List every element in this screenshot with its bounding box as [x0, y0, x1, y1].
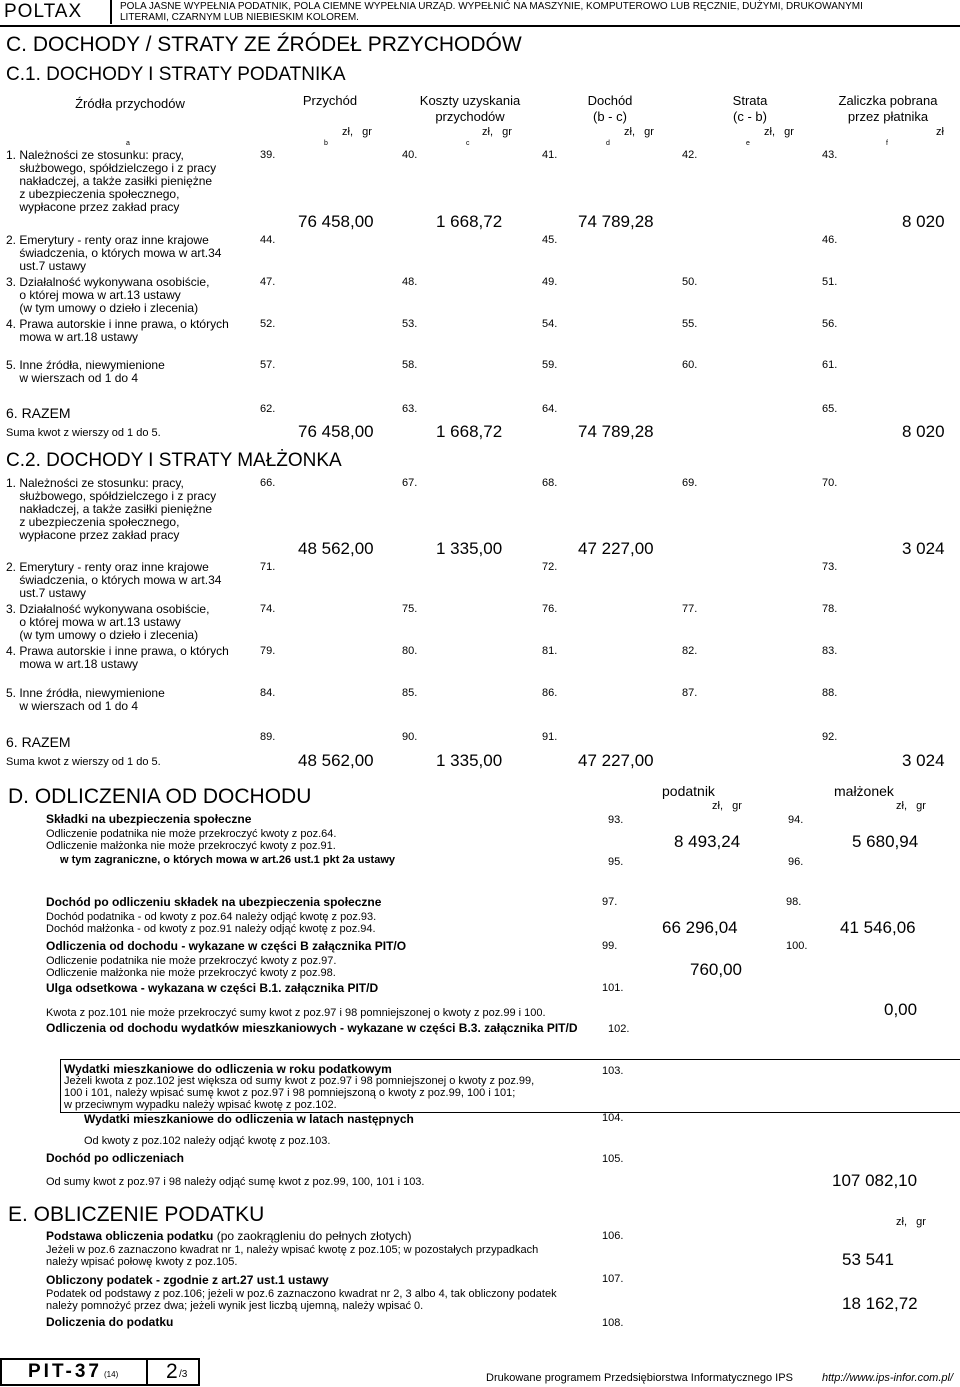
footer-url[interactable]: http://www.ips-infor.com.pl/	[822, 1372, 954, 1384]
col-a-header: Źródła przychodów	[75, 96, 185, 111]
skladki-line2: Odliczenie małżonka nie może przekroczyć kwoty z poz.91.	[46, 840, 336, 852]
skladki-line1: Odliczenie podatnika nie może przekroczyć kwoty z poz.64.	[46, 828, 337, 840]
ulga-title: Ulga odsetkowa - wykazana w części B.1. załącznika PIT/D	[46, 981, 379, 995]
wydatki-line3: w przeciwnym wypadku należy wpisać kwotę z poz.102.	[64, 1099, 337, 1111]
field-39: 39.	[260, 149, 276, 161]
wydatki2-line1: Od kwoty z poz.102 należy odjąć kwotę z poz.103.	[84, 1135, 331, 1147]
field-60: 60.	[682, 359, 698, 371]
field-73: 73.	[822, 561, 838, 573]
dochod-skladki-line2: Dochód małżonka - od kwoty z poz.91 należy odjąć kwotę z poz.94.	[46, 923, 376, 935]
dochod-skladki-line1: Dochód podatnika - od kwoty z poz.64 należy odjąć kwotę z poz.93.	[46, 911, 377, 923]
value-98[interactable]: 41 546,06	[840, 918, 916, 937]
field-51: 51.	[822, 276, 838, 288]
field-47: 47.	[260, 276, 276, 288]
col-f-header: Zaliczka pobrana przez płatnika	[838, 93, 938, 124]
field-80: 80.	[402, 645, 418, 657]
field-68: 68.	[542, 477, 558, 489]
col-malzonek: małżonek	[834, 783, 894, 799]
c1-row3-label: 3. Działalność wykonywana osobiście, o której mowa w art.13 ustawy (w tym umowy o dzieło i zlecenia)	[6, 275, 210, 315]
field-71: 71.	[260, 561, 276, 573]
field-104: 104.	[602, 1112, 624, 1124]
c1-r1-income[interactable]: 76 458,00	[298, 212, 374, 231]
section-c2-title: C.2. DOCHODY I STRATY MAŁŻONKA	[6, 450, 342, 471]
unit-e: zł, gr	[764, 126, 794, 138]
letter-e: e	[746, 140, 750, 147]
c1-row5-label: 5. Inne źródła, niewymienione w wierszach od 1 do 4	[6, 358, 165, 385]
field-53: 53.	[402, 318, 418, 330]
field-81: 81.	[542, 645, 558, 657]
c2-r1-advance[interactable]: 3 024	[902, 539, 945, 558]
odliczenia-line2: Odliczenie małżonka nie może przekroczyć kwoty z poz.98.	[46, 967, 336, 979]
field-69: 69.	[682, 477, 698, 489]
page-number: 2	[166, 1360, 178, 1383]
value-93[interactable]: 8 493,24	[674, 832, 741, 851]
field-67: 67.	[402, 477, 418, 489]
section-d-title: D. ODLICZENIA OD DOCHODU	[8, 785, 312, 808]
field-90: 90.	[402, 731, 418, 743]
field-102: 102.	[608, 1023, 630, 1035]
section-c1-title: C.1. DOCHODY I STRATY PODATNIKA	[6, 64, 346, 85]
field-84: 84.	[260, 687, 276, 699]
dochod-skladki-title: Dochód po odliczeniu składek na ubezpieczenia społeczne	[46, 895, 382, 909]
unit-b: zł, gr	[342, 126, 372, 138]
field-46: 46.	[822, 234, 838, 246]
poltax-logo: POLTAX	[0, 0, 112, 24]
c1-row6-label: 6. RAZEM	[6, 405, 71, 421]
printed-by: Drukowane programem Przedsiębiorstwa Informatycznego IPS	[486, 1372, 793, 1384]
field-87: 87.	[682, 687, 698, 699]
c2-row5-label: 5. Inne źródła, niewymienione w wierszach od 1 do 4	[6, 686, 165, 713]
field-89: 89.	[260, 731, 276, 743]
field-57: 57.	[260, 359, 276, 371]
c1-row6-sub: Suma kwot z wierszy od 1 do 5.	[6, 427, 161, 439]
c2-r1-costs[interactable]: 1 335,00	[436, 539, 503, 558]
fill-notice: POLA JASNE WYPEŁNIA PODATNIK, POLA CIEMNE WYPEŁNIA URZĄD. WYPEŁNIĆ NA MASZYNIE, KOMPUTEROWO LUB RĘCZNIE, DUŻYMI, DRUKOWANYMI LITERAMI, CZARNYM LUB NIEBIESKIM KOLOREM.	[120, 1, 863, 23]
letter-d: d	[606, 140, 610, 147]
unit-e-section: zł, gr	[896, 1216, 926, 1228]
wydatki2-title: Wydatki mieszkaniowe do odliczenia w latach następnych	[84, 1112, 414, 1126]
odliczenia-line1: Odliczenie podatnika nie może przekroczyć kwoty z poz.97.	[46, 955, 337, 967]
c2-r1-profit[interactable]: 47 227,00	[578, 539, 654, 558]
col-d-header: Dochód (b - c)	[587, 93, 633, 124]
field-63: 63.	[402, 403, 418, 415]
field-85: 85.	[402, 687, 418, 699]
field-52: 52.	[260, 318, 276, 330]
field-76: 76.	[542, 603, 558, 615]
section-c-title: C. DOCHODY / STRATY ZE ŹRÓDEŁ PRZYCHODÓW	[6, 33, 522, 56]
field-62: 62.	[260, 403, 276, 415]
form-edition: (14)	[104, 1370, 119, 1379]
value-94[interactable]: 5 680,94	[852, 832, 919, 851]
c2-total-advance[interactable]: 3 024	[902, 751, 945, 770]
field-42: 42.	[682, 149, 698, 161]
section-e-title: E. OBLICZENIE PODATKU	[8, 1203, 265, 1226]
letter-c: c	[466, 140, 470, 147]
c1-r1-advance[interactable]: 8 020	[902, 212, 945, 231]
c1-row1-label: 1. Należności ze stosunku: pracy, służbowego, spółdzielczego i z pracy nakładczej, a także zasiłki pieniężne z ubezpieczenia społecznego, wypłacone przez zakład pracy	[6, 148, 217, 214]
field-78: 78.	[822, 603, 838, 615]
value-106[interactable]: 53 541	[842, 1250, 894, 1269]
c2-row4-label: 4. Prawa autorskie i inne prawa, o których mowa w art.18 ustawy	[6, 644, 229, 671]
ulga-line1: Kwota z poz.101 nie może przekroczyć sumy kwot z poz.97 i 98 pomniejszonej o kwoty z poz.99 i 100.	[46, 1007, 546, 1019]
letter-a: a	[126, 140, 130, 147]
form-id-divider	[146, 1358, 148, 1386]
podstawa-line2: należy wpisać połowę kwoty z poz.105.	[46, 1256, 238, 1268]
value-107[interactable]: 18 162,72	[842, 1294, 918, 1313]
field-103: 103.	[602, 1065, 624, 1077]
letter-b: b	[324, 140, 328, 147]
field-100: 100.	[786, 940, 808, 952]
unit-f: zł	[936, 126, 944, 138]
field-74: 74.	[260, 603, 276, 615]
field-70: 70.	[822, 477, 838, 489]
field-55: 55.	[682, 318, 698, 330]
value-99[interactable]: 760,00	[690, 960, 742, 979]
obliczony-line2: należy pomnożyć przez dwa; jeżeli wynik jest liczbą ujemną, należy wpisać 0.	[46, 1300, 424, 1312]
letter-f: f	[886, 140, 888, 147]
c1-r1-profit[interactable]: 74 789,28	[578, 212, 654, 231]
field-40: 40.	[402, 149, 418, 161]
wydatki-line2: 100 i 101, należy wpisać sumę kwot z poz.97 i 98 pomniejszoną o kwoty z poz.99, 100 i 101;	[64, 1087, 516, 1099]
c2-r1-income[interactable]: 48 562,00	[298, 539, 374, 558]
field-48: 48.	[402, 276, 418, 288]
col-c-header: Koszty uzyskania przychodów	[419, 93, 521, 124]
odliczenia-title: Odliczenia od dochodu - wykazane w części B załącznika PIT/O	[46, 939, 407, 953]
field-101: 101.	[602, 982, 624, 994]
col-e-header: Strata (c - b)	[732, 93, 768, 124]
field-75: 75.	[402, 603, 418, 615]
field-83: 83.	[822, 645, 838, 657]
field-44: 44.	[260, 234, 276, 246]
doliczenia-title: Doliczenia do podatku	[46, 1315, 174, 1329]
col-b-header: Przychód	[302, 93, 358, 108]
unit-podatnik: zł, gr	[712, 800, 742, 812]
podstawa-note: (po zaokrągleniu do pełnych złotych)	[216, 1229, 412, 1243]
unit-d: zł, gr	[624, 126, 654, 138]
field-93: 93.	[608, 814, 624, 826]
field-95: 95.	[608, 856, 624, 868]
dochod-po-line1: Od sumy kwot z poz.97 i 98 należy odjąć sumę kwot z poz.99, 100, 101 i 103.	[46, 1176, 425, 1188]
c2-row1-label: 1. Należności ze stosunku: pracy, służbowego, spółdzielczego i z pracy nakładczej, a także zasiłki pieniężne z ubezpieczenia społecznego, wypłacone przez zakład pracy	[6, 476, 217, 542]
field-72: 72.	[542, 561, 558, 573]
wydatki-title: Wydatki mieszkaniowe do odliczenia w roku podatkowym	[64, 1062, 392, 1076]
field-56: 56.	[822, 318, 838, 330]
field-50: 50.	[682, 276, 698, 288]
field-92: 92.	[822, 731, 838, 743]
field-41: 41.	[542, 149, 558, 161]
field-88: 88.	[822, 687, 838, 699]
c1-total-costs[interactable]: 1 668,72	[436, 422, 503, 441]
obliczony-line1: Podatek od podstawy z poz.106; jeżeli w poz.6 zaznaczono kwadrat nr 2, 3 albo 4, tak obliczony podatek	[46, 1288, 557, 1300]
podstawa-title-row	[46, 1229, 412, 1243]
field-49: 49.	[542, 276, 558, 288]
zagraniczne-label: w tym zagraniczne, o których mowa w art.26 ust.1 pkt 2a ustawy	[60, 854, 395, 866]
value-105[interactable]: 107 082,10	[832, 1171, 918, 1190]
c2-row6-label: 6. RAZEM	[6, 734, 71, 750]
c1-row4-label: 4. Prawa autorskie i inne prawa, o których mowa w art.18 ustawy	[6, 317, 229, 344]
field-105: 105.	[602, 1153, 624, 1165]
field-96: 96.	[788, 856, 804, 868]
col-podatnik: podatnik	[662, 783, 715, 799]
c1-total-advance[interactable]: 8 020	[902, 422, 945, 441]
wydatki-line1: Jeżeli kwota z poz.102 jest większa od sumy kwot z poz.97 i 98 pomniejszonej o kwoty z poz.99,	[64, 1075, 535, 1087]
dochod-po-title: Dochód po odliczeniach	[46, 1151, 185, 1165]
podstawa-line1: Jeżeli w poz.6 zaznaczono kwadrat nr 1, należy wpisać kwotę z poz.105; w pozostałych przypadkach	[46, 1244, 539, 1256]
podstawa-title: Podstawa obliczenia podatku	[46, 1229, 214, 1243]
unit-malzonek: zł, gr	[896, 800, 926, 812]
c1-total-profit[interactable]: 74 789,28	[578, 422, 654, 441]
skladki-title: Składki na ubezpieczenia społeczne	[46, 812, 252, 826]
field-65: 65.	[822, 403, 838, 415]
field-79: 79.	[260, 645, 276, 657]
unit-c: zł, gr	[482, 126, 512, 138]
c2-row3-label: 3. Działalność wykonywana osobiście, o której mowa w art.13 ustawy (w tym umowy o dzieło i zlecenia)	[6, 602, 210, 642]
field-66: 66.	[260, 477, 276, 489]
field-94: 94.	[788, 814, 804, 826]
field-107: 107.	[602, 1273, 624, 1285]
c2-total-costs[interactable]: 1 335,00	[436, 751, 503, 770]
field-106: 106.	[602, 1230, 624, 1242]
field-61: 61.	[822, 359, 838, 371]
field-82: 82.	[682, 645, 698, 657]
c2-row2-label: 2. Emerytury - renty oraz inne krajowe świadczenia, o których mowa w art.34 ust.7 ustawy	[6, 560, 222, 600]
field-58: 58.	[402, 359, 418, 371]
field-91: 91.	[542, 731, 558, 743]
field-59: 59.	[542, 359, 558, 371]
c1-row2-label: 2. Emerytury - renty oraz inne krajowe świadczenia, o których mowa w art.34 ust.7 ustawy	[6, 233, 222, 273]
field-77: 77.	[682, 603, 698, 615]
c2-total-profit[interactable]: 47 227,00	[578, 751, 654, 770]
field-45: 45.	[542, 234, 558, 246]
page-count: /3	[179, 1369, 188, 1380]
field-98: 98.	[786, 896, 802, 908]
field-43: 43.	[822, 149, 838, 161]
c1-r1-costs[interactable]: 1 668,72	[436, 212, 503, 231]
c2-row6-sub: Suma kwot z wierszy od 1 do 5.	[6, 756, 161, 768]
odl-mieszk-title: Odliczenia od dochodu wydatków mieszkaniowych - wykazane w części B.3. załącznika PIT/D	[46, 1021, 578, 1035]
c1-total-income[interactable]: 76 458,00	[298, 422, 374, 441]
value-97[interactable]: 66 296,04	[662, 918, 738, 937]
c2-total-income[interactable]: 48 562,00	[298, 751, 374, 770]
obliczony-title: Obliczony podatek - zgodnie z art.27 ust.1 ustawy	[46, 1273, 329, 1287]
value-101[interactable]: 0,00	[884, 1000, 918, 1019]
field-97: 97.	[602, 896, 618, 908]
header-band	[0, 0, 960, 24]
field-54: 54.	[542, 318, 558, 330]
field-86: 86.	[542, 687, 558, 699]
form-name: PIT-37	[28, 1361, 102, 1382]
field-64: 64.	[542, 403, 558, 415]
field-108: 108.	[602, 1317, 624, 1329]
field-99: 99.	[602, 940, 618, 952]
divider	[0, 25, 960, 27]
